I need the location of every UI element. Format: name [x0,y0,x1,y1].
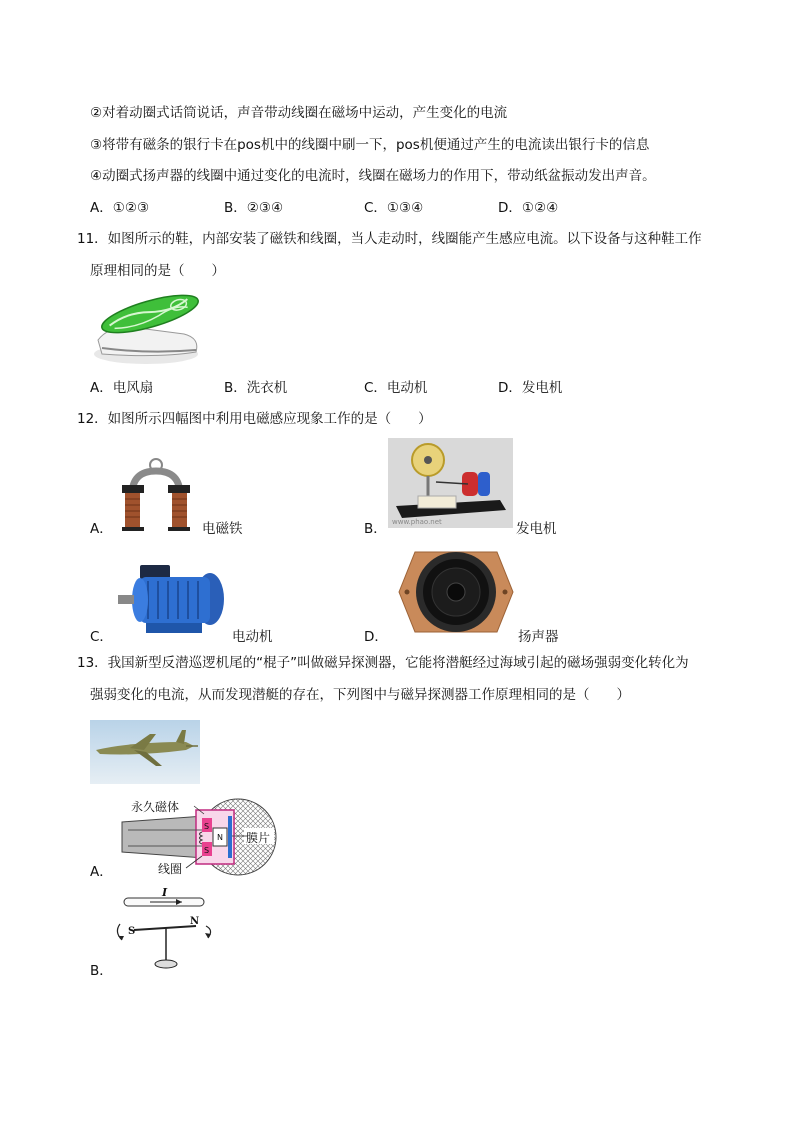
q13-option-a-letter: A． [90,864,113,880]
q12-stem: 12．如图所示四幅图中利用电磁感应现象工作的是（ ） [77,411,432,427]
option-a: A．①②③ [90,200,150,216]
current-symbol: I [162,886,168,899]
q11-stem-line1: 11．如图所示的鞋，内部安装了磁铁和线圈，当人走动时，线圈能产生感应电流。以下设备与这种鞋工作 [77,231,702,247]
needle-south: S [128,926,136,937]
speaker-image [395,548,517,640]
q13-stem-line2: 强弱变化的电流，从而发现潜艇的存在，下列图中与磁异探测器工作原理相同的是（ ） [90,687,630,703]
shoe-figure [88,288,208,370]
q11-option-d: D．发电机 [498,380,563,396]
statement-3: ③将带有磁条的银行卡在pos机中的线圈中刷一下，pos机便通过产生的电流读出银行卡的信息 [90,137,650,153]
label-diaphragm: 膜片 [246,831,271,845]
q11-stem-line2: 原理相同的是（ ） [90,263,225,279]
generator-watermark: www.phao.net [392,518,442,526]
electromagnet-image [114,455,198,533]
pole-n: N [217,833,223,842]
q12-option-c-letter: C． [90,629,113,645]
q13-stem-line1: 13．我国新型反潜巡逻机尾的“棍子”叫做磁异探测器，它能将潜艇经过海域引起的磁场强弱变化转化为 [77,655,689,671]
q12-option-c-caption: 电动机 [232,629,273,645]
q11-option-c: C．电动机 [364,380,428,396]
pole-s-bottom: S [204,846,210,855]
motor-image [118,563,230,641]
needle-north: N [190,916,200,927]
statement-2: ②对着动圈式话筒说话，声音带动线圈在磁场中运动，产生变化的电流 [90,105,508,121]
patrol-aircraft-image [90,720,200,784]
generator-image [388,438,513,528]
option-d: D．①②④ [498,200,559,216]
q12-option-a-letter: A． [90,521,113,537]
option-b: B．②③④ [224,200,284,216]
q12-option-a-caption: 电磁铁 [202,521,243,537]
q11-option-b: B．洗衣机 [224,380,288,396]
q11-option-a: A．电风扇 [90,380,154,396]
q12-option-d-caption: 扬声器 [518,629,559,645]
pole-s-top: S [204,822,210,831]
label-coil: 线圈 [158,862,183,876]
q13-option-b-letter: B． [90,963,113,979]
oersted-diagram [110,884,220,974]
q12-option-b-caption: 发电机 [516,521,557,537]
label-permanent-magnet: 永久磁体 [131,800,180,814]
option-c: C．①③④ [364,200,424,216]
statement-4: ④动圈式扬声器的线圈中通过变化的电流时，线圈在磁场力的作用下，带动纸盆振动发出声音。 [90,168,656,184]
q12-option-d-letter: D． [364,629,388,645]
q12-option-b-letter: B． [364,521,387,537]
